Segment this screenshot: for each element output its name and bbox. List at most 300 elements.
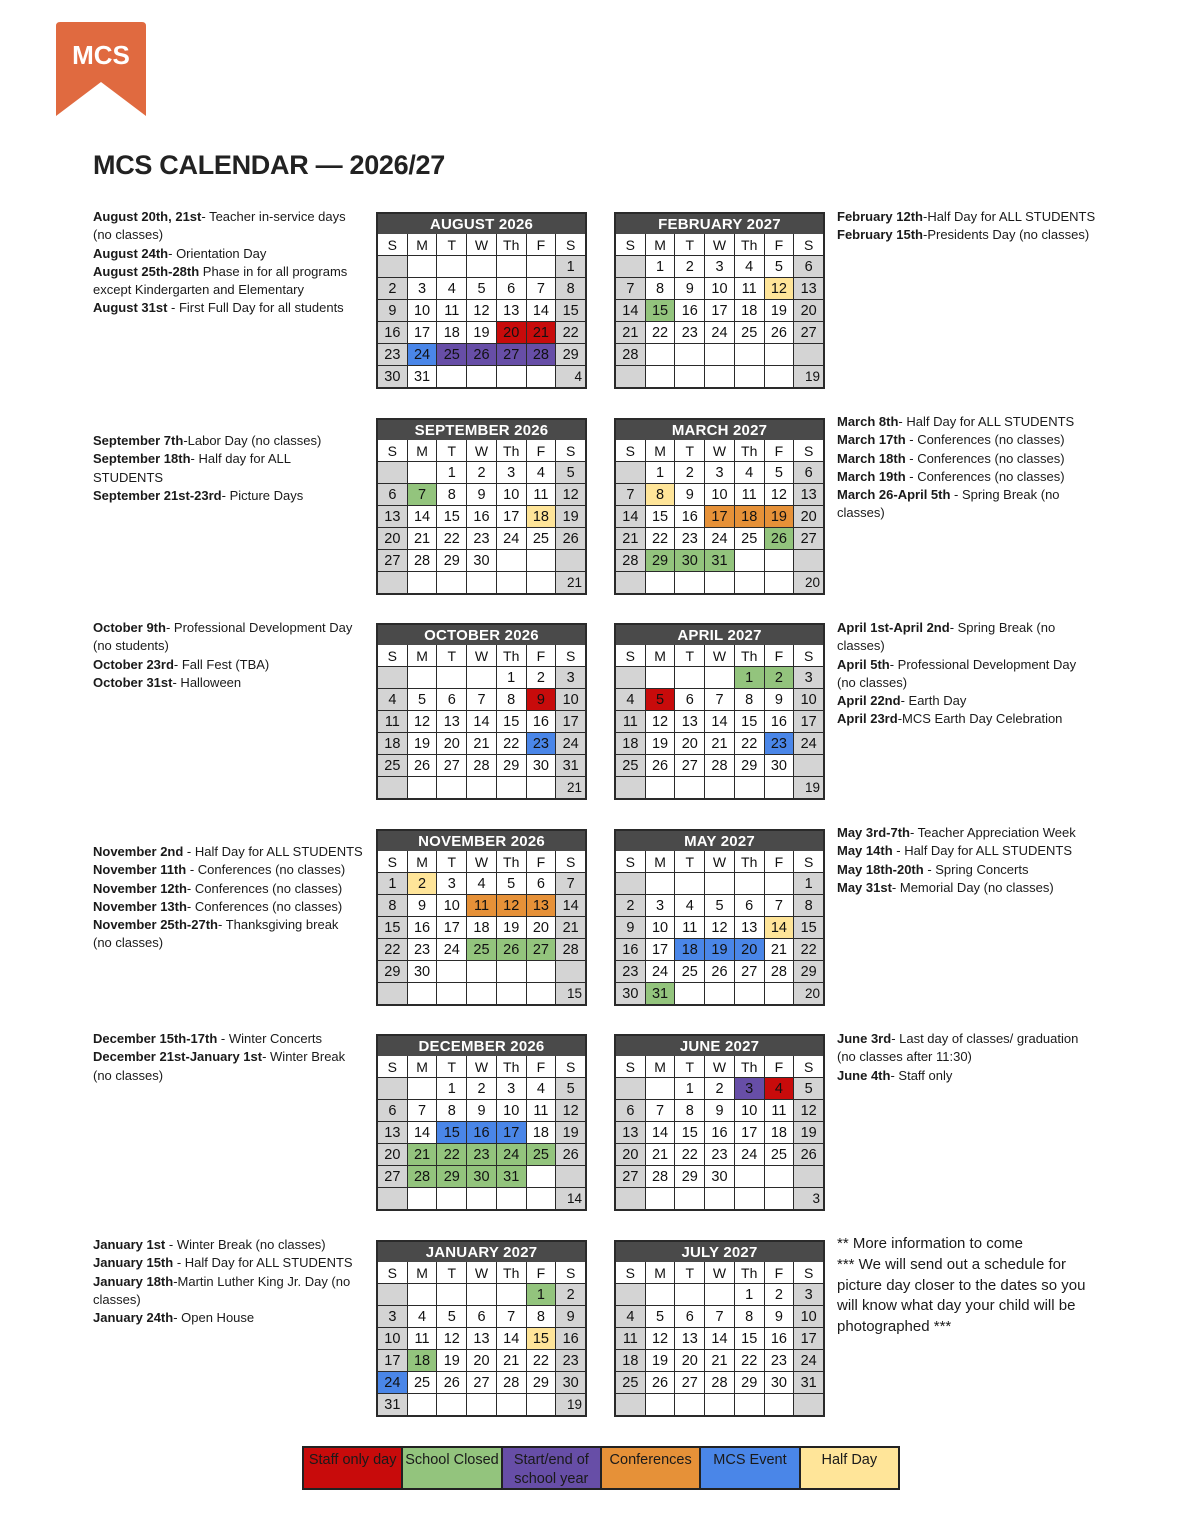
note-text: - Half Day for ALL STUDENTS — [892, 843, 1073, 859]
calendar-day: 13 — [378, 1122, 407, 1143]
note-text: (no classes) — [837, 674, 908, 690]
calendar-day: 15 — [497, 711, 526, 732]
empty-day — [437, 1284, 466, 1305]
note-text: - Conferences (no classes) — [186, 880, 343, 896]
month-day-grid — [616, 1056, 823, 1209]
empty-day — [556, 550, 585, 571]
empty-day — [705, 1188, 734, 1209]
calendar-day-closed: 25 — [467, 939, 496, 960]
month-calendar — [614, 623, 825, 800]
empty-day — [735, 1394, 764, 1415]
empty-day — [616, 1188, 645, 1209]
calendar-day: 22 — [378, 939, 407, 960]
note-date: January 18th — [93, 1273, 174, 1289]
weekday-header: S — [378, 851, 407, 872]
weekday-header: T — [675, 851, 704, 872]
calendar-day: 3 — [705, 462, 734, 483]
calendar-day: 29 — [794, 961, 823, 982]
note-line — [837, 842, 1102, 860]
note-text: -Labor Day (no classes) — [183, 433, 322, 448]
calendar-day: 23 — [616, 961, 645, 982]
calendar-day: 28 — [616, 344, 645, 365]
note-date: September 7th — [93, 433, 184, 448]
calendar-day: 10 — [497, 1100, 526, 1121]
note-line — [93, 843, 368, 861]
month-calendar — [376, 1240, 587, 1417]
calendar-day: 26 — [437, 1372, 466, 1393]
calendar-day: 17 — [794, 1328, 823, 1349]
calendar-day: 27 — [467, 1372, 496, 1393]
calendar-day: 10 — [408, 300, 437, 321]
empty-day — [556, 1166, 585, 1187]
calendar-day: 26 — [556, 1144, 585, 1165]
empty-day — [735, 550, 764, 571]
calendar-day: 9 — [378, 300, 407, 321]
note-date: August 24th — [93, 245, 169, 261]
note-line — [93, 637, 368, 655]
empty-day — [646, 873, 675, 894]
empty-day — [675, 1394, 704, 1415]
calendar-day: 6 — [675, 1306, 704, 1327]
calendar-day: 15 — [675, 1122, 704, 1143]
month-calendar — [614, 212, 825, 389]
calendar-day-half: 14 — [765, 917, 794, 938]
weekday-header: W — [705, 1262, 734, 1283]
calendar-day: 25 — [735, 528, 764, 549]
calendar-day: 9 — [616, 917, 645, 938]
weekday-header: Th — [735, 1056, 764, 1077]
calendar-day: 2 — [527, 667, 556, 688]
calendar-day: 14 — [646, 1122, 675, 1143]
empty-day — [735, 1188, 764, 1209]
calendar-day: 13 — [616, 1122, 645, 1143]
calendar-day: 9 — [765, 689, 794, 710]
calendar-day: 4 — [616, 1306, 645, 1327]
calendar-day: 6 — [527, 873, 556, 894]
calendar-day-closed: 31 — [646, 983, 675, 1004]
calendar-day: 15 — [378, 917, 407, 938]
note-text: - Conferences (no classes) — [905, 450, 1065, 466]
calendar-day: 16 — [675, 506, 704, 527]
note-text: - Half day for ALL — [190, 451, 291, 467]
weekday-header: F — [765, 851, 794, 872]
calendar-day: 25 — [616, 755, 645, 776]
weekday-header: Th — [735, 234, 764, 255]
note-line — [837, 208, 1102, 226]
note-line — [93, 469, 368, 487]
calendar-day-staff: 4 — [765, 1078, 794, 1099]
weekday-header: S — [556, 1262, 585, 1283]
empty-day — [527, 550, 556, 571]
empty-day — [646, 1394, 675, 1415]
note-text: classes) — [837, 505, 885, 521]
calendar-day-closed: 31 — [705, 550, 734, 571]
calendar-day: 3 — [794, 1284, 823, 1305]
calendar-day: 1 — [497, 667, 526, 688]
empty-day — [675, 572, 704, 593]
note-line — [93, 245, 368, 263]
weekday-header: F — [527, 851, 556, 872]
weekday-header: M — [408, 1262, 437, 1283]
calendar-day: 20 — [527, 917, 556, 938]
note-date: November 11th — [93, 862, 187, 878]
note-line — [837, 710, 1102, 728]
empty-day — [527, 256, 556, 277]
calendar-day: 21 — [705, 733, 734, 754]
note-text: - Teacher in-service days — [201, 209, 346, 224]
calendar-day: 16 — [765, 1328, 794, 1349]
empty-day — [497, 983, 526, 1004]
calendar-day: 11 — [616, 711, 645, 732]
empty-day — [378, 983, 407, 1004]
empty-day — [705, 1394, 734, 1415]
empty-day — [705, 1284, 734, 1305]
note-date: May 31st — [837, 879, 892, 895]
note-line — [837, 656, 1102, 674]
school-day-count: 19 — [794, 366, 823, 387]
note-text: - Winter Break — [262, 1049, 346, 1065]
calendar-day: 30 — [616, 983, 645, 1004]
calendar-day: 11 — [735, 278, 764, 299]
month-day-grid — [378, 645, 585, 798]
month-day-grid — [378, 1262, 585, 1415]
calendar-day: 25 — [735, 322, 764, 343]
weekday-header: M — [408, 234, 437, 255]
calendar-day-closed: 28 — [408, 1166, 437, 1187]
note-line — [93, 1309, 368, 1327]
calendar-day: 29 — [527, 1372, 556, 1393]
calendar-day: 12 — [437, 1328, 466, 1349]
legend-startend: Start/end of school year — [503, 1448, 600, 1488]
weekday-header: W — [705, 440, 734, 461]
calendar-day-event: 17 — [497, 1122, 526, 1143]
note-line — [93, 934, 368, 952]
calendar-day: 10 — [437, 895, 466, 916]
calendar-day-staff: 5 — [646, 689, 675, 710]
calendar-day: 28 — [556, 939, 585, 960]
empty-day — [527, 1394, 556, 1415]
empty-day — [646, 777, 675, 798]
calendar-day: 14 — [556, 895, 585, 916]
calendar-day: 10 — [378, 1328, 407, 1349]
note-date: December 15th-17th — [93, 1031, 218, 1046]
calendar-day: 17 — [705, 300, 734, 321]
note-text: - Fall Fest (TBA) — [173, 656, 270, 672]
calendar-day: 7 — [705, 1306, 734, 1327]
weekday-header: S — [378, 645, 407, 666]
calendar-day: 21 — [556, 917, 585, 938]
calendar-day: 16 — [705, 1122, 734, 1143]
calendar-day: 26 — [646, 755, 675, 776]
calendar-day: 8 — [527, 1306, 556, 1327]
calendar-day: 5 — [765, 256, 794, 277]
note-date: August 25th-28th — [93, 263, 200, 279]
note-text: except Kindergarten and Elementary — [93, 282, 305, 298]
empty-day — [467, 256, 496, 277]
empty-day — [765, 1188, 794, 1209]
calendar-day: 22 — [646, 322, 675, 343]
calendar-day: 10 — [705, 278, 734, 299]
calendar-day-event: 16 — [467, 1122, 496, 1143]
empty-day — [378, 777, 407, 798]
calendar-day: 20 — [378, 528, 407, 549]
empty-day — [675, 344, 704, 365]
calendar-day: 27 — [437, 755, 466, 776]
note-line — [93, 1291, 368, 1309]
calendar-day: 24 — [794, 1350, 823, 1371]
calendar-day: 25 — [378, 755, 407, 776]
note-line — [93, 299, 368, 317]
calendar-day: 5 — [705, 895, 734, 916]
calendar-day: 27 — [675, 755, 704, 776]
note-date: March 19th — [837, 468, 906, 484]
calendar-day: 16 — [556, 1328, 585, 1349]
note-text: - Teacher Appreciation Week — [909, 825, 1076, 840]
calendar-day: 4 — [527, 1078, 556, 1099]
weekday-header: S — [616, 1056, 645, 1077]
empty-day — [497, 777, 526, 798]
calendar-day: 7 — [408, 1100, 437, 1121]
calendar-day-staff: 21 — [527, 322, 556, 343]
calendar-day: 6 — [378, 1100, 407, 1121]
month-title: JULY 2027 — [616, 1242, 823, 1262]
empty-day — [705, 777, 734, 798]
calendar-day: 11 — [527, 1100, 556, 1121]
calendar-day: 31 — [408, 366, 437, 387]
calendar-day: 20 — [437, 733, 466, 754]
calendar-day: 18 — [616, 1350, 645, 1371]
calendar-day: 22 — [646, 528, 675, 549]
school-day-count: 19 — [556, 1394, 585, 1415]
note-text: (no students) — [93, 638, 169, 654]
note-line — [93, 656, 368, 674]
note-text: - First Full Day for all students — [167, 300, 344, 316]
empty-day — [765, 873, 794, 894]
calendar-day: 28 — [497, 1372, 526, 1393]
school-day-count: 15 — [556, 983, 585, 1004]
note-date: April 5th — [837, 656, 890, 672]
calendar-day: 10 — [794, 1306, 823, 1327]
weekday-header: Th — [735, 1262, 764, 1283]
note-date: May 14th — [837, 843, 893, 859]
calendar-day: 9 — [556, 1306, 585, 1327]
note-text: -Half Day for ALL STUDENTS — [922, 209, 1096, 224]
note-line — [837, 450, 1102, 468]
month-calendar — [376, 418, 587, 595]
note-text: (no classes) — [93, 227, 164, 243]
empty-day — [408, 1078, 437, 1099]
calendar-day-half: 12 — [765, 278, 794, 299]
calendar-day-closed: 30 — [675, 550, 704, 571]
calendar-day: 11 — [408, 1328, 437, 1349]
calendar-day: 10 — [735, 1100, 764, 1121]
empty-day — [616, 1284, 645, 1305]
calendar-day: 18 — [378, 733, 407, 754]
school-day-count: 3 — [794, 1188, 823, 1209]
footnote-picture-day: *** We will send out a schedule for picture day closer to the dates so you will know what day your child will be photographed *** — [837, 1255, 1086, 1336]
calendar-day: 2 — [467, 462, 496, 483]
calendar-day: 20 — [675, 1350, 704, 1371]
empty-day — [735, 344, 764, 365]
calendar-day: 11 — [735, 484, 764, 505]
weekday-header: T — [437, 851, 466, 872]
calendar-day: 20 — [675, 733, 704, 754]
empty-day — [646, 1284, 675, 1305]
month-notes-left — [93, 619, 368, 692]
calendar-day: 14 — [467, 711, 496, 732]
school-day-count: 21 — [556, 777, 585, 798]
calendar-day: 24 — [705, 528, 734, 549]
empty-day — [527, 366, 556, 387]
calendar-day: 5 — [556, 462, 585, 483]
calendar-day: 4 — [675, 895, 704, 916]
school-day-count: 20 — [794, 983, 823, 1004]
empty-day — [735, 366, 764, 387]
weekday-header: S — [616, 1262, 645, 1283]
calendar-day: 30 — [765, 755, 794, 776]
month-title: JANUARY 2027 — [378, 1242, 585, 1262]
calendar-day-startend: 3 — [735, 1078, 764, 1099]
weekday-header: M — [646, 1262, 675, 1283]
mcs-logo — [54, 20, 148, 120]
calendar-day: 11 — [616, 1328, 645, 1349]
empty-day — [527, 961, 556, 982]
calendar-day: 15 — [735, 1328, 764, 1349]
empty-day — [675, 983, 704, 1004]
calendar-day: 2 — [616, 895, 645, 916]
empty-day — [765, 1394, 794, 1415]
empty-day — [378, 1078, 407, 1099]
calendar-day: 18 — [616, 733, 645, 754]
empty-day — [527, 777, 556, 798]
note-text: classes) — [93, 1291, 141, 1307]
empty-day — [794, 344, 823, 365]
month-day-grid — [616, 1262, 823, 1415]
empty-day — [794, 1166, 823, 1187]
calendar-day: 6 — [735, 895, 764, 916]
calendar-day: 5 — [437, 1306, 466, 1327]
note-line — [837, 486, 1102, 504]
empty-day — [497, 1394, 526, 1415]
calendar-day-event: 20 — [735, 939, 764, 960]
calendar-day-event: 23 — [527, 733, 556, 754]
calendar-day: 30 — [408, 961, 437, 982]
calendar-day: 14 — [527, 300, 556, 321]
note-date: August 20th, 21st — [93, 209, 202, 224]
calendar-day: 6 — [794, 256, 823, 277]
note-line — [93, 1030, 368, 1048]
calendar-day: 31 — [378, 1394, 407, 1415]
calendar-day: 11 — [765, 1100, 794, 1121]
empty-day — [616, 366, 645, 387]
note-date: May 18th-20th — [837, 861, 924, 877]
note-text: Phase in for all programs — [199, 263, 348, 279]
weekday-header: M — [646, 645, 675, 666]
note-date: January 1st — [93, 1237, 166, 1252]
calendar-day-startend: 28 — [527, 344, 556, 365]
note-text: - Half Day for ALL STUDENTS — [898, 414, 1075, 429]
weekday-header: Th — [735, 645, 764, 666]
calendar-day: 30 — [467, 550, 496, 571]
calendar-day: 16 — [467, 506, 496, 527]
month-day-grid — [378, 234, 585, 387]
calendar-day: 10 — [497, 484, 526, 505]
calendar-day: 28 — [467, 755, 496, 776]
calendar-day: 18 — [765, 1122, 794, 1143]
weekday-header: S — [616, 645, 645, 666]
weekday-header: Th — [735, 851, 764, 872]
month-calendar — [614, 1034, 825, 1211]
weekday-header: Th — [497, 440, 526, 461]
calendar-day-closed: 18 — [408, 1350, 437, 1371]
weekday-header: S — [556, 234, 585, 255]
empty-day — [378, 462, 407, 483]
footnote-more-info: ** More information to come — [837, 1235, 1023, 1252]
calendar-day: 13 — [378, 506, 407, 527]
month-notes-left — [93, 1030, 368, 1085]
calendar-day: 11 — [527, 484, 556, 505]
calendar-day: 19 — [497, 917, 526, 938]
weekday-header: S — [378, 234, 407, 255]
weekday-header: F — [527, 234, 556, 255]
calendar-day: 9 — [765, 1306, 794, 1327]
calendar-day: 24 — [794, 733, 823, 754]
note-line — [93, 674, 368, 692]
month-day-grid — [378, 440, 585, 593]
calendar-day: 13 — [794, 278, 823, 299]
calendar-day-closed: 2 — [765, 667, 794, 688]
calendar-day: 13 — [437, 711, 466, 732]
weekday-header: W — [467, 440, 496, 461]
calendar-day: 8 — [437, 484, 466, 505]
calendar-day: 15 — [556, 300, 585, 321]
weekday-header: S — [556, 645, 585, 666]
calendar-day-closed: 7 — [408, 484, 437, 505]
calendar-day: 29 — [735, 755, 764, 776]
calendar-day-closed: 26 — [765, 528, 794, 549]
empty-day — [467, 366, 496, 387]
note-date: April 22nd — [837, 693, 901, 709]
calendar-day: 14 — [616, 506, 645, 527]
empty-day — [765, 366, 794, 387]
empty-day — [765, 572, 794, 593]
month-calendar — [376, 212, 587, 389]
weekday-header: S — [556, 440, 585, 461]
empty-day — [616, 873, 645, 894]
empty-day — [675, 1188, 704, 1209]
calendar-day: 29 — [437, 550, 466, 571]
empty-day — [467, 1284, 496, 1305]
empty-day — [467, 1394, 496, 1415]
month-title: OCTOBER 2026 — [378, 625, 585, 645]
calendar-day: 16 — [616, 939, 645, 960]
empty-day — [705, 667, 734, 688]
calendar-day: 14 — [408, 1122, 437, 1143]
calendar-day: 14 — [408, 506, 437, 527]
weekday-header: M — [408, 440, 437, 461]
calendar-day: 25 — [527, 528, 556, 549]
weekday-header: T — [437, 1056, 466, 1077]
calendar-day: 12 — [705, 917, 734, 938]
month-title: JUNE 2027 — [616, 1036, 823, 1056]
calendar-day: 12 — [556, 484, 585, 505]
calendar-day: 13 — [467, 1328, 496, 1349]
calendar-day: 24 — [705, 322, 734, 343]
note-line — [93, 916, 368, 934]
weekday-header: S — [794, 440, 823, 461]
note-text: (no classes) — [93, 1067, 164, 1083]
calendar-day: 6 — [437, 689, 466, 710]
